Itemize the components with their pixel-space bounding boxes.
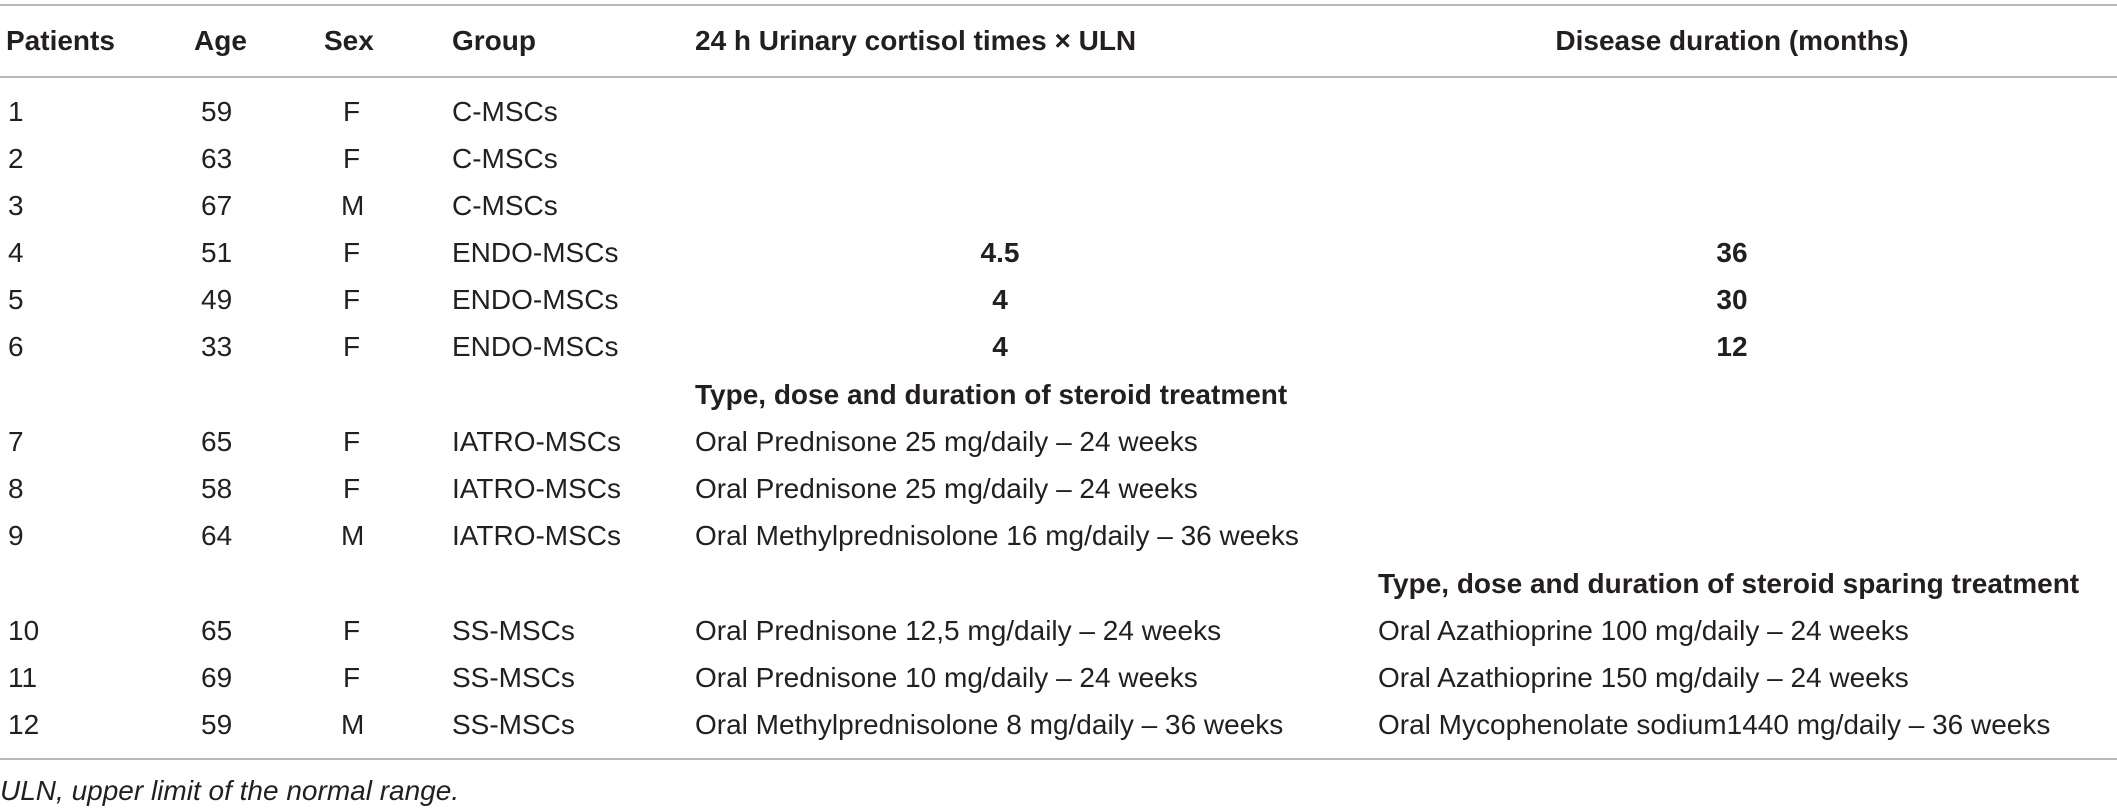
subheader-sparing-treatment: Type, dose and duration of steroid sparing treatment bbox=[1378, 568, 2080, 599]
cell-patient: 5 bbox=[8, 284, 24, 315]
cell-steroid-treatment: Oral Prednisone 12,5 mg/daily – 24 weeks bbox=[695, 615, 1222, 646]
cell-age: 64 bbox=[201, 520, 233, 551]
header-patients: Patients bbox=[6, 25, 115, 56]
cell-patient: 2 bbox=[8, 143, 24, 174]
cell-patient: 9 bbox=[8, 520, 24, 551]
cell-group: ENDO-MSCs bbox=[452, 284, 619, 315]
cell-patient: 7 bbox=[8, 426, 24, 457]
cell-group: ENDO-MSCs bbox=[452, 237, 619, 268]
cell-sex: M bbox=[341, 190, 365, 221]
cell-age: 65 bbox=[201, 426, 233, 457]
cell-sex: M bbox=[341, 709, 365, 740]
cell-sparing-treatment: Oral Azathioprine 150 mg/daily – 24 weeks bbox=[1378, 662, 1909, 693]
bottom-rule bbox=[0, 758, 2117, 760]
cell-steroid-treatment: Oral Prednisone 25 mg/daily – 24 weeks bbox=[695, 473, 1198, 504]
cell-group: IATRO-MSCs bbox=[452, 426, 622, 457]
cell-age: 58 bbox=[201, 473, 233, 504]
cell-patient: 12 bbox=[8, 709, 40, 740]
cell-steroid-treatment: Oral Methylprednisolone 8 mg/daily – 36 weeks bbox=[695, 709, 1284, 740]
cell-sex: M bbox=[341, 520, 365, 551]
cell-age: 69 bbox=[201, 662, 233, 693]
top-rule bbox=[0, 4, 2117, 6]
cell-group: IATRO-MSCs bbox=[452, 520, 622, 551]
cell-sex: F bbox=[343, 473, 361, 504]
cell-age: 65 bbox=[201, 615, 233, 646]
cell-age: 51 bbox=[201, 237, 233, 268]
cell-sex: F bbox=[343, 96, 361, 127]
cell-group: C-MSCs bbox=[452, 143, 558, 174]
cell-duration: 12 bbox=[1716, 331, 1748, 362]
cell-sex: F bbox=[343, 331, 361, 362]
cell-age: 49 bbox=[201, 284, 233, 315]
cell-age: 67 bbox=[201, 190, 233, 221]
cell-patient: 8 bbox=[8, 473, 24, 504]
header-sex: Sex bbox=[324, 25, 374, 56]
header-age: Age bbox=[194, 25, 247, 56]
cell-age: 59 bbox=[201, 709, 233, 740]
cell-group: C-MSCs bbox=[452, 96, 558, 127]
cell-duration: 36 bbox=[1716, 237, 1748, 268]
cell-patient: 3 bbox=[8, 190, 24, 221]
cell-patient: 4 bbox=[8, 237, 24, 268]
cell-cortisol: 4 bbox=[992, 331, 1008, 362]
cell-sparing-treatment: Oral Mycophenolate sodium1440 mg/daily – 36 weeks bbox=[1378, 709, 2051, 740]
cell-patient: 1 bbox=[8, 96, 24, 127]
cell-sex: F bbox=[343, 426, 361, 457]
cell-sex: F bbox=[343, 284, 361, 315]
cell-sex: F bbox=[343, 143, 361, 174]
header-cortisol: 24 h Urinary cortisol times × ULN bbox=[695, 25, 1137, 56]
cell-sparing-treatment: Oral Azathioprine 100 mg/daily – 24 weeks bbox=[1378, 615, 1909, 646]
cell-steroid-treatment: Oral Prednisone 25 mg/daily – 24 weeks bbox=[695, 426, 1198, 457]
cell-age: 33 bbox=[201, 331, 233, 362]
cell-sex: F bbox=[343, 615, 361, 646]
cell-patient: 10 bbox=[8, 615, 40, 646]
cell-duration: 30 bbox=[1716, 284, 1748, 315]
header-group: Group bbox=[452, 25, 536, 56]
cell-group: SS-MSCs bbox=[452, 615, 575, 646]
footnote: ULN, upper limit of the normal range. bbox=[0, 775, 460, 806]
cell-patient: 11 bbox=[8, 662, 38, 693]
cell-age: 63 bbox=[201, 143, 233, 174]
cell-cortisol: 4.5 bbox=[980, 237, 1020, 268]
cell-steroid-treatment: Oral Methylprednisolone 16 mg/daily – 36 weeks bbox=[695, 520, 1299, 551]
cell-group: SS-MSCs bbox=[452, 662, 575, 693]
cell-sex: F bbox=[343, 237, 361, 268]
cell-patient: 6 bbox=[8, 331, 24, 362]
cell-sex: F bbox=[343, 662, 361, 693]
cell-group: ENDO-MSCs bbox=[452, 331, 619, 362]
cell-group: IATRO-MSCs bbox=[452, 473, 622, 504]
cell-steroid-treatment: Oral Prednisone 10 mg/daily – 24 weeks bbox=[695, 662, 1198, 693]
cell-group: C-MSCs bbox=[452, 190, 558, 221]
cell-group: SS-MSCs bbox=[452, 709, 575, 740]
cell-age: 59 bbox=[201, 96, 233, 127]
cell-cortisol: 4 bbox=[992, 284, 1008, 315]
subheader-steroid-treatment: Type, dose and duration of steroid treatment bbox=[695, 379, 1288, 410]
header-duration: Disease duration (months) bbox=[1555, 25, 1909, 56]
header-rule bbox=[0, 76, 2117, 78]
